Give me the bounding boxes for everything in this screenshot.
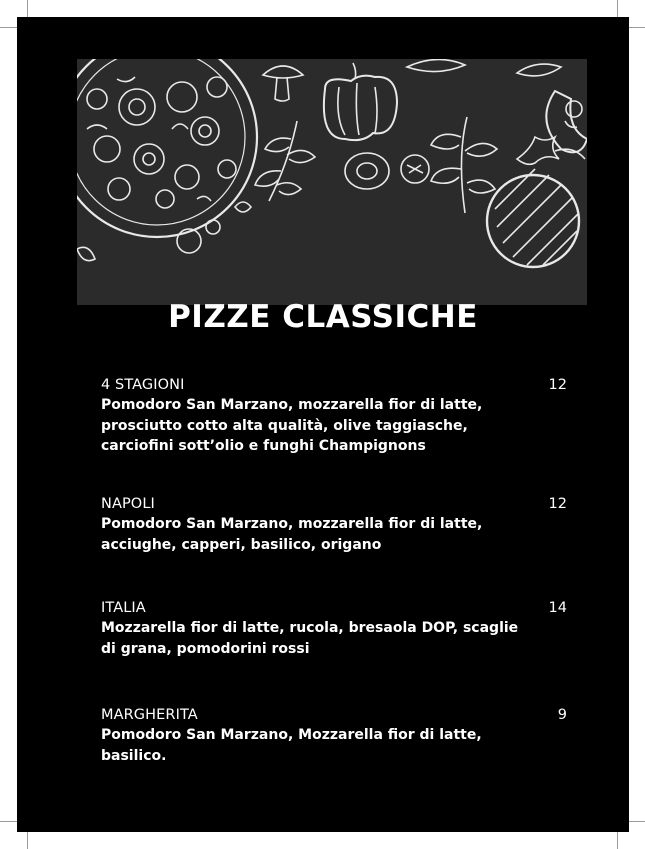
item-name: 4 STAGIONI — [101, 377, 185, 393]
mushroom-drawing — [263, 66, 303, 101]
parsley-drawing — [255, 121, 315, 201]
item-price: 9 — [557, 707, 567, 723]
item-description: Mozzarella fior di latte, rucola, bresaola DOP, scaglie di grana, pomodorini rossi — [101, 620, 519, 657]
item-description: Pomodoro San Marzano, mozzarella fior di latte, acciughe, capperi, basilico, origano — [101, 516, 483, 553]
menu-item — [101, 705, 567, 766]
menu-item — [101, 375, 567, 457]
pizza-drawing — [77, 59, 257, 237]
olive-drawing — [77, 153, 429, 261]
crop-mark — [627, 821, 645, 822]
crop-mark — [617, 831, 618, 849]
item-name: NAPOLI — [101, 496, 155, 512]
tomato-drawing — [487, 137, 585, 267]
menu-title: PIZZE CLASSICHE — [168, 299, 478, 335]
crop-mark — [27, 831, 28, 849]
leaf-drawing — [407, 59, 587, 152]
crop-mark — [627, 27, 645, 28]
chalkboard-illustration — [77, 59, 587, 305]
crop-mark — [0, 821, 18, 822]
menu-item — [101, 598, 567, 659]
item-name: ITALIA — [101, 600, 146, 616]
item-price: 12 — [548, 377, 567, 393]
crop-mark — [27, 0, 28, 18]
item-description: Pomodoro San Marzano, Mozzarella fior di latte, basilico. — [101, 727, 482, 764]
pepper-drawing — [324, 63, 397, 140]
item-price: 14 — [548, 600, 567, 616]
crop-mark — [617, 0, 618, 18]
menu-page — [17, 17, 629, 832]
parsley-drawing — [431, 117, 497, 213]
menu-item — [101, 494, 567, 555]
item-name: MARGHERITA — [101, 707, 198, 723]
crop-mark — [0, 27, 18, 28]
item-price: 12 — [548, 496, 567, 512]
item-description: Pomodoro San Marzano, mozzarella fior di latte, prosciutto cotto alta qualità, olive taggiasche, carciofini sott’olio e funghi Champignons — [101, 397, 483, 454]
